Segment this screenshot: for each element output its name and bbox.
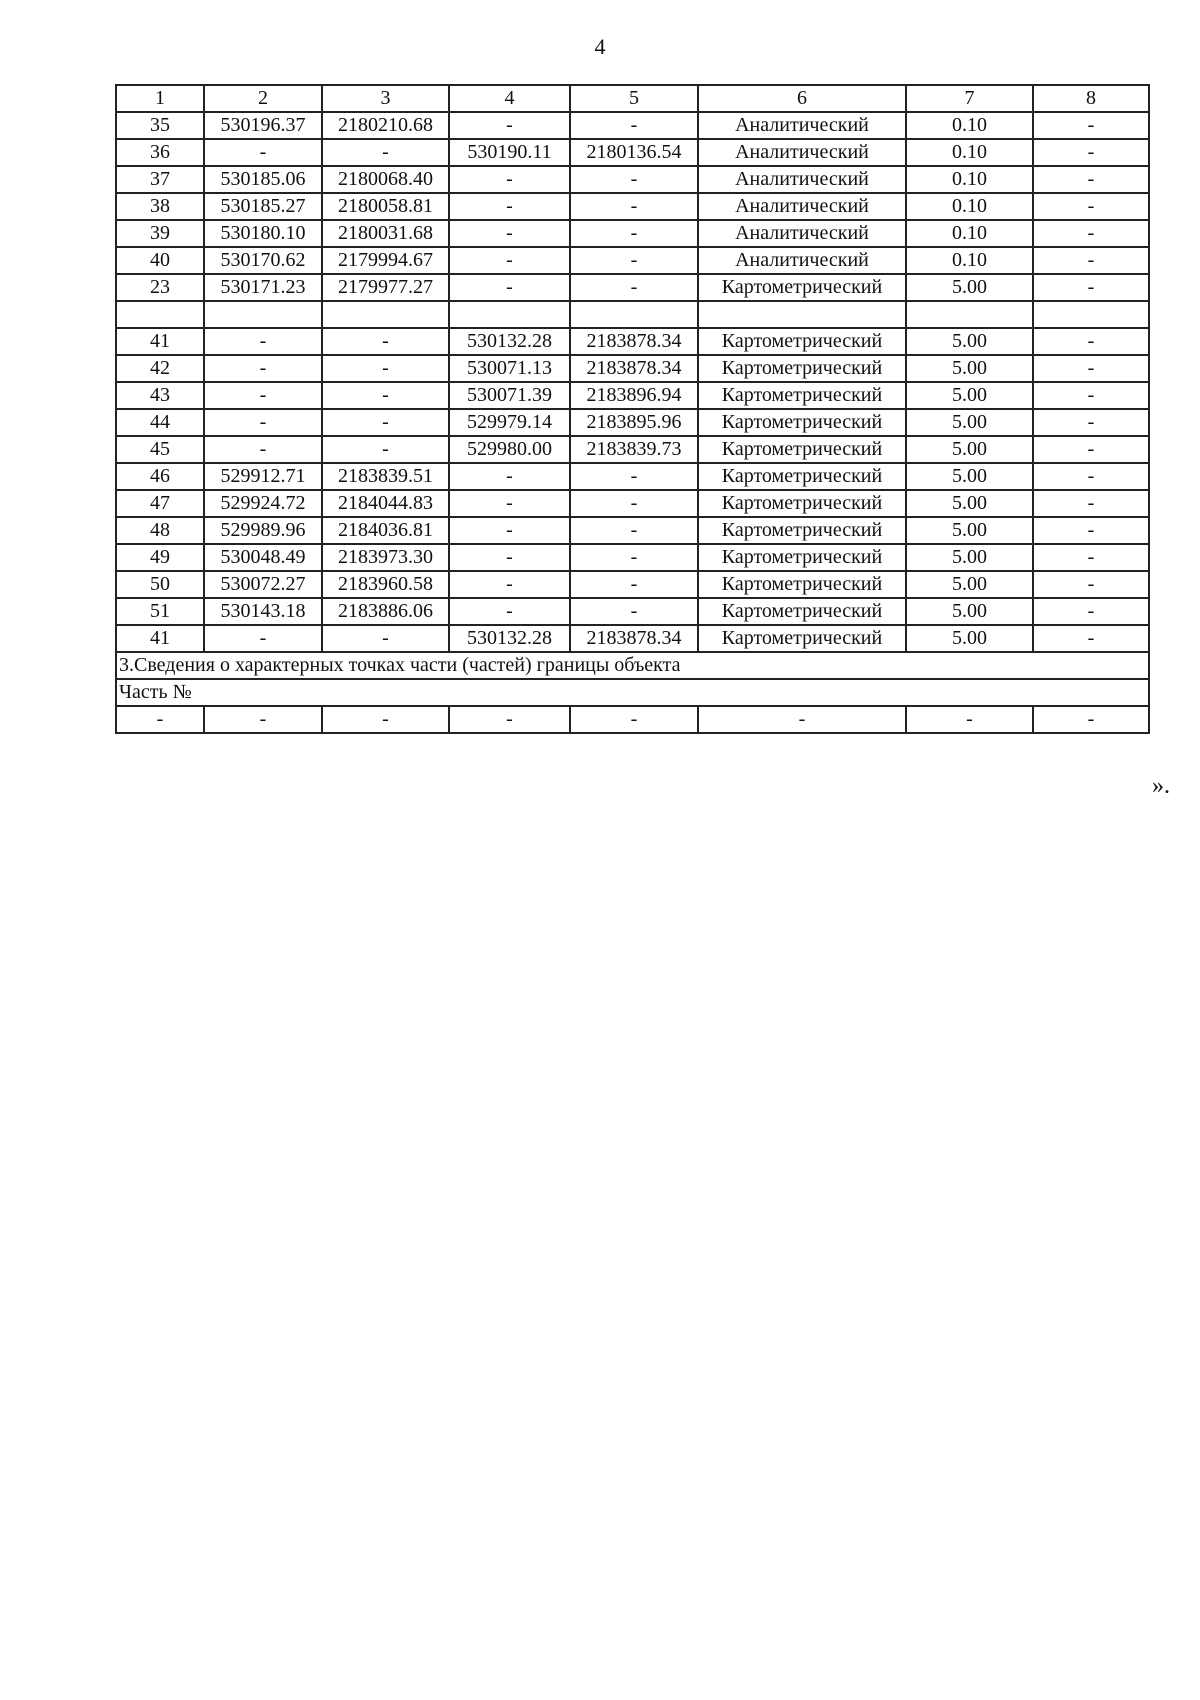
table-row	[116, 220, 1149, 247]
table-cell: 530132.28	[449, 328, 570, 355]
table-cell: 0.10	[906, 166, 1033, 193]
table-cell: -	[322, 382, 449, 409]
table-cell: 38	[116, 193, 204, 220]
table-cell: 51	[116, 598, 204, 625]
table-cell: Картометрический	[698, 625, 906, 652]
table-cell: Картометрический	[698, 490, 906, 517]
table-cell: -	[1033, 166, 1149, 193]
table-cell: 2180068.40	[322, 166, 449, 193]
table-cell: 8	[1033, 85, 1149, 112]
table-cell: 529989.96	[204, 517, 322, 544]
table-cell: -	[570, 166, 698, 193]
table-cell: -	[322, 328, 449, 355]
table-cell: -	[570, 517, 698, 544]
table-cell	[449, 301, 570, 328]
table-cell: 41	[116, 328, 204, 355]
table-cell: 2183960.58	[322, 571, 449, 598]
table-cell: 530170.62	[204, 247, 322, 274]
table-row	[116, 139, 1149, 166]
table-cell: -	[1033, 463, 1149, 490]
table-cell: 39	[116, 220, 204, 247]
table-cell: 530190.11	[449, 139, 570, 166]
table-cell: 46	[116, 463, 204, 490]
table-cell: -	[449, 463, 570, 490]
table-cell: -	[449, 490, 570, 517]
table-cell: 23	[116, 274, 204, 301]
table-cell: 5.00	[906, 463, 1033, 490]
table-cell: 0.10	[906, 112, 1033, 139]
table-cell: Картометрический	[698, 544, 906, 571]
table-cell: -	[322, 409, 449, 436]
table-cell	[906, 301, 1033, 328]
table-cell: -	[1033, 436, 1149, 463]
table-cell: 5.00	[906, 598, 1033, 625]
table-row	[116, 166, 1149, 193]
table-cell: Картометрический	[698, 355, 906, 382]
table-cell: 529912.71	[204, 463, 322, 490]
table-cell: -	[570, 544, 698, 571]
table-cell: -	[322, 355, 449, 382]
table-cell: Картометрический	[698, 274, 906, 301]
table-cell: Аналитический	[698, 193, 906, 220]
table-cell: 530048.49	[204, 544, 322, 571]
table-cell: 0.10	[906, 220, 1033, 247]
table-cell: 35	[116, 112, 204, 139]
table-cell: -	[1033, 220, 1149, 247]
table-cell: -	[449, 571, 570, 598]
table-cell: 43	[116, 382, 204, 409]
table-cell: -	[570, 571, 698, 598]
table-cell: 2184044.83	[322, 490, 449, 517]
table-cell: 1	[116, 85, 204, 112]
table-cell: 530072.27	[204, 571, 322, 598]
table-cell: -	[1033, 706, 1149, 733]
table-cell: 2180210.68	[322, 112, 449, 139]
table-cell: Картометрический	[698, 382, 906, 409]
table-row	[116, 571, 1149, 598]
table-blank-row	[116, 301, 1149, 328]
table-cell: Картометрический	[698, 409, 906, 436]
table-cell: 6	[698, 85, 906, 112]
table-cell: 2180058.81	[322, 193, 449, 220]
table-cell: 36	[116, 139, 204, 166]
table-cell: -	[570, 706, 698, 733]
table-cell: -	[204, 436, 322, 463]
table-body	[116, 85, 1149, 733]
table-cell: 3	[322, 85, 449, 112]
table-cell: 2	[204, 85, 322, 112]
table-cell: -	[449, 544, 570, 571]
table-cell: -	[570, 274, 698, 301]
table-cell: Картометрический	[698, 571, 906, 598]
table-cell: Картометрический	[698, 598, 906, 625]
table-cell: -	[204, 355, 322, 382]
table-cell: 5.00	[906, 409, 1033, 436]
table-cell: 2183839.51	[322, 463, 449, 490]
table-cell: 5.00	[906, 436, 1033, 463]
table-cell: Аналитический	[698, 247, 906, 274]
table-cell: -	[1033, 247, 1149, 274]
table-cell	[570, 301, 698, 328]
table-cell	[204, 301, 322, 328]
table-cell: -	[1033, 598, 1149, 625]
table-cell: 0.10	[906, 139, 1033, 166]
table-cell: 530171.23	[204, 274, 322, 301]
coordinates-table-container	[115, 84, 1150, 734]
table-cell: Картометрический	[698, 328, 906, 355]
table-cell: 529979.14	[449, 409, 570, 436]
table-cell: -	[570, 220, 698, 247]
table-cell: Аналитический	[698, 166, 906, 193]
table-cell: -	[322, 436, 449, 463]
table-cell: 530185.27	[204, 193, 322, 220]
table-cell: -	[116, 706, 204, 733]
table-cell: -	[1033, 571, 1149, 598]
table-cell: 5.00	[906, 571, 1033, 598]
table-row	[116, 274, 1149, 301]
table-cell: 4	[449, 85, 570, 112]
table-row	[116, 112, 1149, 139]
table-row	[116, 625, 1149, 652]
table-cell: -	[570, 193, 698, 220]
coordinates-table	[115, 84, 1150, 734]
part-label: Часть №	[116, 679, 1149, 706]
table-cell: 2180136.54	[570, 139, 698, 166]
table-cell: 47	[116, 490, 204, 517]
table-cell: 50	[116, 571, 204, 598]
table-cell: 37	[116, 166, 204, 193]
table-row	[116, 328, 1149, 355]
table-cell: -	[449, 706, 570, 733]
table-cell: 529924.72	[204, 490, 322, 517]
table-cell: -	[449, 112, 570, 139]
table-cell: -	[1033, 382, 1149, 409]
table-cell: -	[1033, 490, 1149, 517]
table-cell: 2184036.81	[322, 517, 449, 544]
table-row	[116, 544, 1149, 571]
table-cell: 2183878.34	[570, 355, 698, 382]
section-title-row	[116, 652, 1149, 679]
table-cell: -	[1033, 355, 1149, 382]
table-cell: 530180.10	[204, 220, 322, 247]
table-cell: 2183896.94	[570, 382, 698, 409]
table-cell: 5.00	[906, 490, 1033, 517]
table-row	[116, 247, 1149, 274]
table-cell: Аналитический	[698, 220, 906, 247]
table-cell: -	[449, 517, 570, 544]
closing-quote-mark: ».	[1152, 773, 1170, 799]
table-cell: 5.00	[906, 328, 1033, 355]
table-row	[116, 193, 1149, 220]
table-cell: 2183886.06	[322, 598, 449, 625]
table-row	[116, 355, 1149, 382]
table-cell: -	[449, 220, 570, 247]
table-row	[116, 463, 1149, 490]
table-cell: -	[1033, 193, 1149, 220]
table-cell: 0.10	[906, 193, 1033, 220]
table-row	[116, 517, 1149, 544]
table-cell	[322, 301, 449, 328]
table-cell: 5.00	[906, 625, 1033, 652]
table-cell: 45	[116, 436, 204, 463]
table-cell	[1033, 301, 1149, 328]
table-cell: 530143.18	[204, 598, 322, 625]
table-cell: 530185.06	[204, 166, 322, 193]
table-cell: 42	[116, 355, 204, 382]
table-cell: -	[570, 598, 698, 625]
table-cell: Аналитический	[698, 139, 906, 166]
table-cell: -	[204, 625, 322, 652]
table-cell: -	[1033, 625, 1149, 652]
table-cell: -	[698, 706, 906, 733]
table-cell: 5.00	[906, 382, 1033, 409]
table-cell: -	[449, 274, 570, 301]
table-cell: -	[204, 382, 322, 409]
table-cell: 0.10	[906, 247, 1033, 274]
table-cell: 530071.13	[449, 355, 570, 382]
table-cell: -	[1033, 517, 1149, 544]
table-cell: -	[204, 139, 322, 166]
table-cell: -	[204, 409, 322, 436]
table-cell: -	[449, 598, 570, 625]
table-cell: 2179994.67	[322, 247, 449, 274]
table-cell: -	[204, 328, 322, 355]
part-label-row	[116, 679, 1149, 706]
table-row	[116, 436, 1149, 463]
table-cell: 41	[116, 625, 204, 652]
page-number: 4	[594, 34, 606, 59]
table-cell: -	[449, 166, 570, 193]
table-row	[116, 706, 1149, 733]
table-cell: -	[906, 706, 1033, 733]
table-cell: 2183878.34	[570, 328, 698, 355]
table-cell: 530071.39	[449, 382, 570, 409]
table-cell: -	[449, 193, 570, 220]
table-cell: 44	[116, 409, 204, 436]
table-cell: 40	[116, 247, 204, 274]
table-cell: 49	[116, 544, 204, 571]
table-cell: 5.00	[906, 274, 1033, 301]
table-cell: Аналитический	[698, 112, 906, 139]
table-cell: 530132.28	[449, 625, 570, 652]
table-row	[116, 409, 1149, 436]
table-cell: -	[570, 247, 698, 274]
table-row	[116, 382, 1149, 409]
table-cell: Картометрический	[698, 463, 906, 490]
table-cell: Картометрический	[698, 436, 906, 463]
table-cell: 2183973.30	[322, 544, 449, 571]
table-cell: -	[449, 247, 570, 274]
table-cell: -	[1033, 409, 1149, 436]
table-cell: 2183895.96	[570, 409, 698, 436]
table-cell: 5	[570, 85, 698, 112]
table-cell: 2180031.68	[322, 220, 449, 247]
table-cell: 2183878.34	[570, 625, 698, 652]
table-cell: 5.00	[906, 355, 1033, 382]
table-cell: -	[1033, 544, 1149, 571]
table-cell: 2179977.27	[322, 274, 449, 301]
table-cell: -	[1033, 139, 1149, 166]
table-cell: -	[570, 463, 698, 490]
table-cell: 5.00	[906, 544, 1033, 571]
table-cell	[116, 301, 204, 328]
table-cell: 7	[906, 85, 1033, 112]
table-cell: -	[322, 625, 449, 652]
table-cell: -	[570, 112, 698, 139]
table-row	[116, 490, 1149, 517]
section-title: 3.Сведения о характерных точках части (частей) границы объекта	[116, 652, 1149, 679]
table-cell	[698, 301, 906, 328]
table-row	[116, 598, 1149, 625]
table-cell: 2183839.73	[570, 436, 698, 463]
table-cell: -	[1033, 112, 1149, 139]
table-cell: Картометрический	[698, 517, 906, 544]
table-cell: 530196.37	[204, 112, 322, 139]
table-cell: 5.00	[906, 517, 1033, 544]
table-cell: -	[570, 490, 698, 517]
table-header-row	[116, 85, 1149, 112]
table-cell: -	[1033, 328, 1149, 355]
table-cell: 529980.00	[449, 436, 570, 463]
table-cell: -	[204, 706, 322, 733]
table-cell: -	[322, 706, 449, 733]
table-cell: -	[1033, 274, 1149, 301]
table-cell: -	[322, 139, 449, 166]
table-cell: 48	[116, 517, 204, 544]
